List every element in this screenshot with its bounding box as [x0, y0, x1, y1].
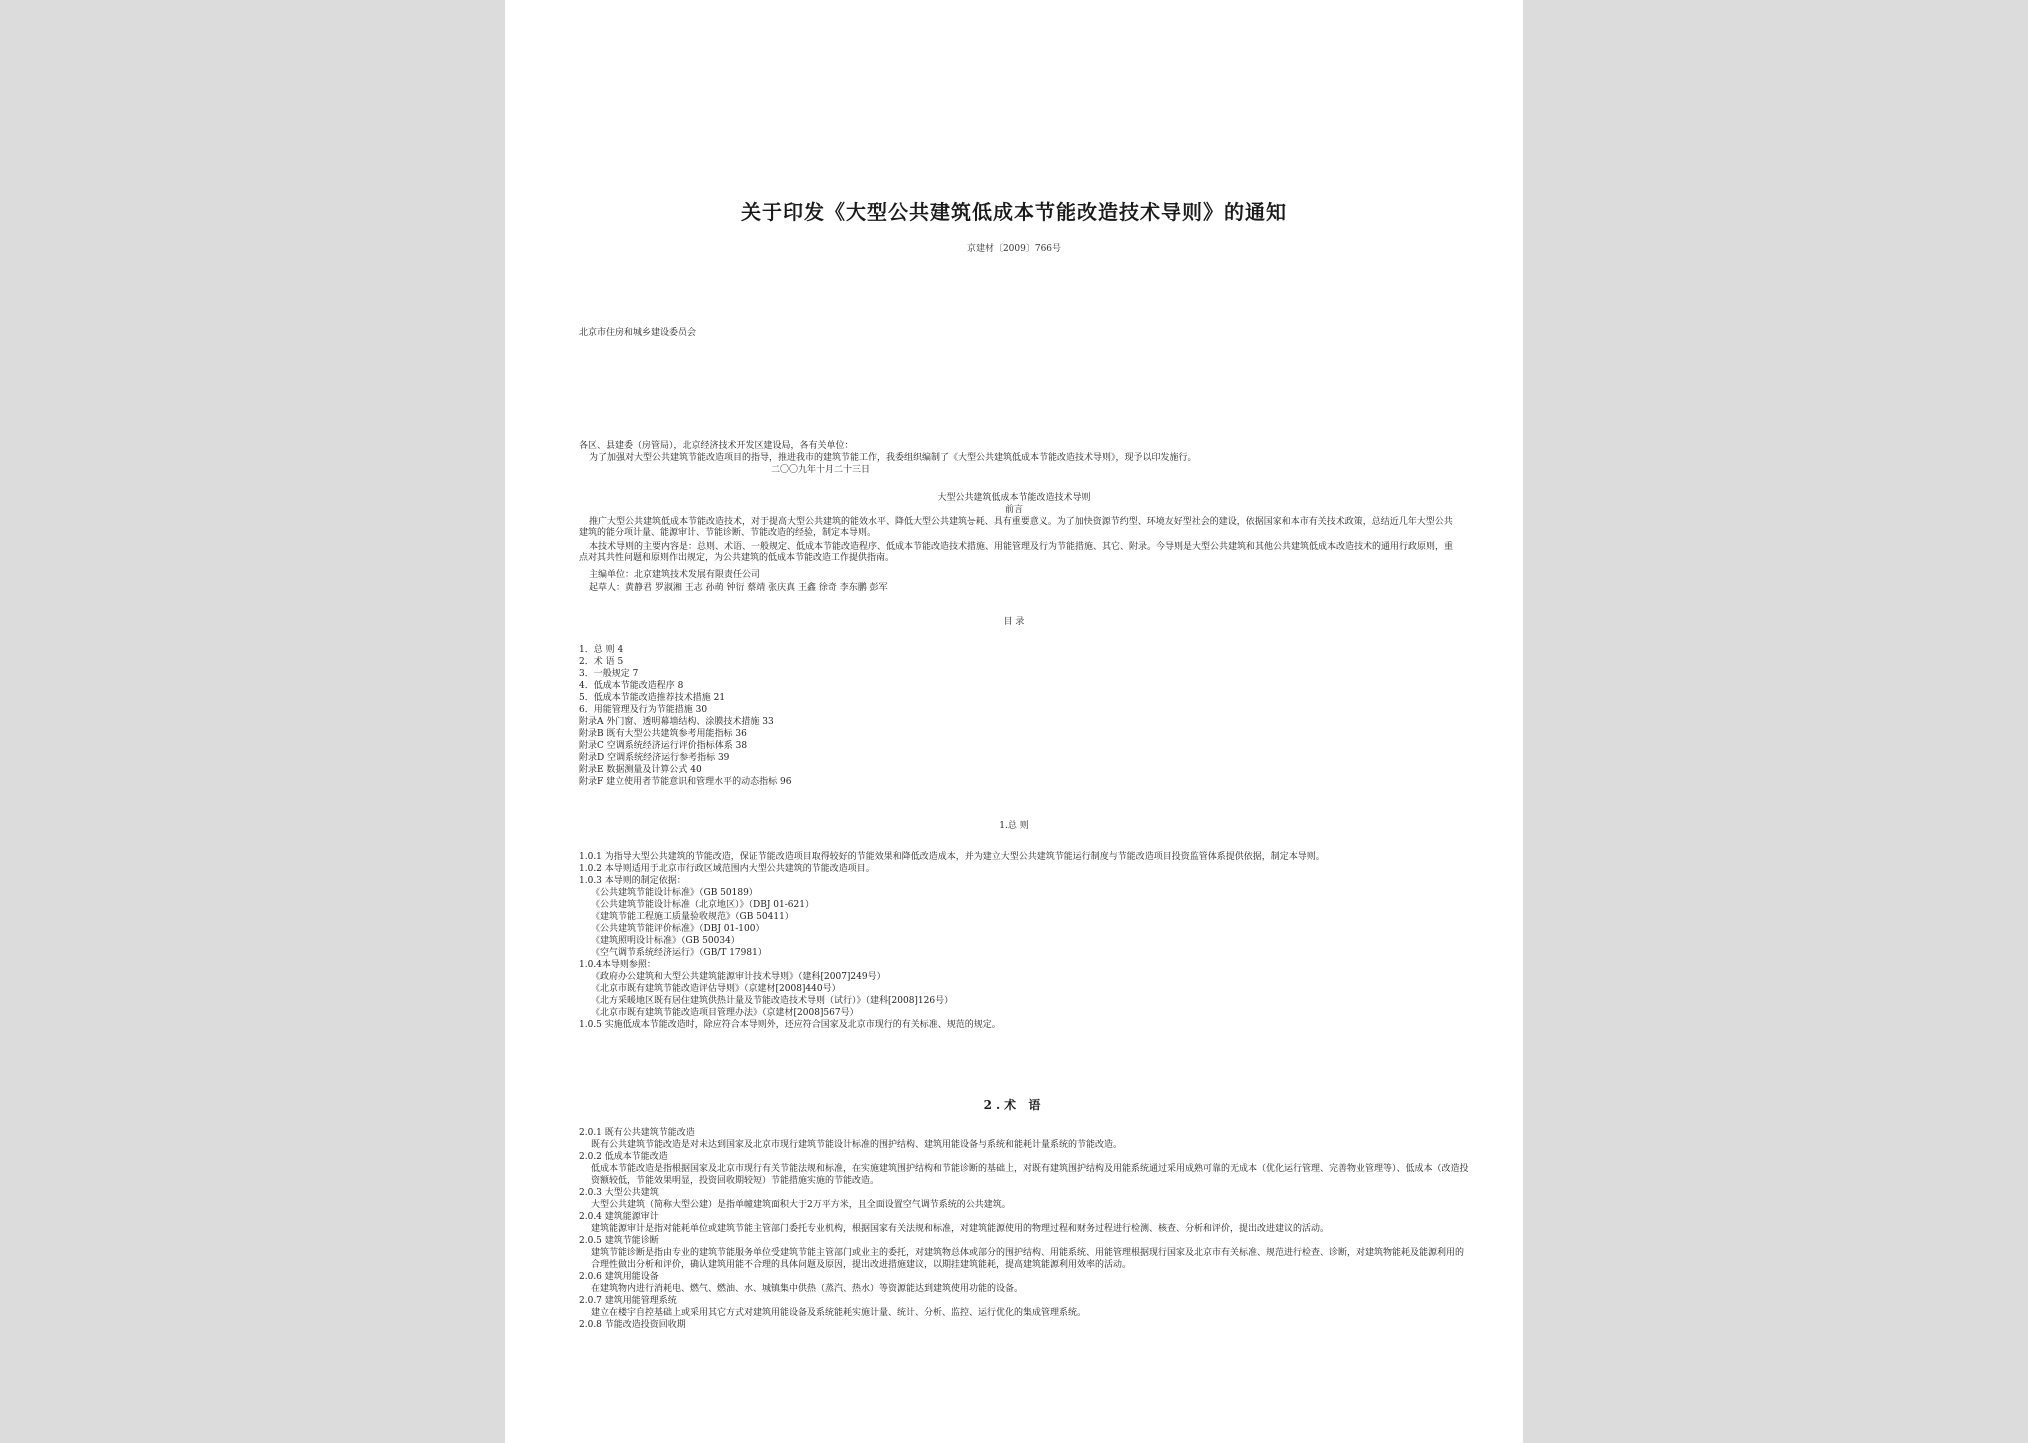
chapter2-body [579, 1127, 1469, 1331]
toc-item[interactable]: 3．一般规定 7 [579, 669, 639, 679]
toc-item[interactable]: 附录A 外门窗、透明幕墙结构、涂膜技术措施 33 [579, 717, 774, 727]
term-heading: 2.0.3 大型公共建筑 [579, 1188, 659, 1198]
term-definition: 建筑节能诊断是指由专业的建筑节能服务单位受建筑节能主管部门或业主的委托，对建筑物总体或部分的围护结构、用能系统、用能管理根据现行国家及北京市有关标准、规范进行检查、诊断，对建筑物能耗及能源利用的合理性做出分析和评价，确认建筑用能不合理的具体问题及原因，提出改进措施建议，以期挂建筑能耗，提高建筑能源利用效率的活动。 [591, 1248, 1465, 1270]
document-page [505, 0, 1523, 1443]
term-definition: 低成本节能改造是指根据国家及北京市现行有关节能法规和标准，在实施建筑围护结构和节能诊断的基础上，对既有建筑围护结构及用能系统通过采用成熟可靠的无成本（优化运行管理、完善物业管理等）、低成本（改造投资额较低，节能效果明显，投资回收期较短）节能措施实施的节能改造。 [591, 1164, 1469, 1186]
standard-reference: 《政府办公建筑和大型公共建筑能源审计技术导则》（建科[2007]249号） [591, 972, 886, 982]
term-heading: 2.0.7 建筑用能管理系统 [579, 1296, 677, 1306]
notice-date: 二〇〇九年十月二十三日 [771, 465, 871, 475]
toc-heading: 目 录 [1003, 617, 1025, 627]
toc-item[interactable]: 附录F 建立使用者节能意识和管理水平的动态指标 96 [579, 777, 792, 787]
guide-title: 大型公共建筑低成本节能改造技术导则 [937, 493, 1091, 503]
notice-recipients: 各区、县建委（房管局），北京经济技术开发区建设局，各有关单位： [579, 441, 854, 451]
term-heading: 2.0.5 建筑节能诊断 [579, 1236, 659, 1246]
guide-drafters: 起草人：黄静君 罗淑湘 王志 孙萌 钟衍 蔡靖 张庆真 王鑫 徐奇 李东鹏 彭军 [589, 583, 888, 593]
term-heading: 2.0.4 建筑能源审计 [579, 1212, 659, 1222]
toc-item[interactable]: 1．总 则 4 [579, 645, 624, 655]
clause-line: 1.0.2 本导则适用于北京市行政区域范围内大型公共建筑的节能改造项目。 [579, 864, 875, 874]
standard-reference: 《公共建筑节能评价标准》（DBJ 01-100） [591, 924, 765, 934]
term-definition: 既有公共建筑节能改造是对未达到国家及北京市现行建筑节能设计标准的围护结构、建筑用能设备与系统和能耗计量系统的节能改造。 [591, 1140, 1123, 1150]
term-definition: 大型公共建筑（简称大型公建）是指单幢建筑面积大于2万平方米，且全面设置空气调节系统的公共建筑。 [591, 1200, 1011, 1210]
standard-reference: 《北京市既有建筑节能改造项目管理办法》（京建材[2008]567号） [591, 1008, 859, 1018]
clause-line: 1.0.4本导则参照： [579, 960, 656, 970]
chapter1-heading: 1.总 则 [999, 821, 1029, 831]
foreword-heading: 前言 [1004, 505, 1023, 515]
document-number: 京建材〔2009〕766号 [966, 244, 1062, 254]
term-heading: 2.0.1 既有公共建筑节能改造 [579, 1128, 695, 1138]
toc-item[interactable]: 5．低成本节能改造推荐技术措施 21 [579, 693, 726, 703]
toc-item[interactable]: 附录B 既有大型公共建筑参考用能指标 36 [579, 729, 747, 739]
standard-reference: 《空气调节系统经济运行》（GB/T 17981） [591, 948, 767, 958]
toc-item[interactable]: 6．用能管理及行为节能措施 30 [579, 705, 708, 715]
term-heading: 2.0.6 建筑用能设备 [579, 1272, 659, 1282]
toc-item[interactable]: 4．低成本节能改造程序 8 [579, 681, 684, 691]
toc-item[interactable]: 附录C 空调系统经济运行评价指标体系 38 [579, 741, 748, 751]
chapter1-body [579, 851, 1459, 1031]
toc-item[interactable]: 2．术 语 5 [579, 657, 624, 667]
issuer: 北京市住房和城乡建设委员会 [579, 328, 697, 338]
term-definition: 在建筑物内进行消耗电、燃气、燃油、水、城镇集中供热（蒸汽、热水）等资源能达到建筑使用功能的设备。 [591, 1284, 1024, 1294]
chapter2-heading: 2.术 语 [983, 1098, 1045, 1112]
guide-editor: 主编单位：北京建筑技术发展有限责任公司 [589, 570, 761, 580]
notice-body: 为了加强对大型公共建筑节能改造项目的指导，推进我市的建筑节能工作，我委组织编制了《大型公共建筑低成本节能改造技术导则》，现予以印发施行。 [589, 453, 1197, 463]
term-heading: 2.0.2 低成本节能改造 [579, 1152, 668, 1162]
standard-reference: 《建筑照明设计标准》（GB 50034） [591, 936, 740, 946]
clause-line: 1.0.5 实施低成本节能改造时，除应符合本导则外，还应符合国家及北京市现行的有关标准、规范的规定。 [579, 1020, 1001, 1030]
term-definition: 建筑能源审计是指对能耗单位或建筑节能主管部门委托专业机构，根据国家有关法规和标准，对建筑能源使用的物理过程和财务过程进行检测、核查、分析和评价，提出改进建议的活动。 [591, 1224, 1330, 1234]
standard-reference: 《建筑节能工程施工质量验收规范》（GB 50411） [591, 912, 794, 922]
term-heading: 2.0.8 节能改造投资回收期 [579, 1320, 686, 1330]
toc-item[interactable]: 附录D 空调系统经济运行参考指标 39 [579, 753, 730, 763]
standard-reference: 《公共建筑节能设计标准》（GB 50189） [591, 888, 758, 898]
foreword-paragraph-2: 本技术导则的主要内容是：总则、术语、一般规定、低成本节能改造程序、低成本节能改造技术措施、用能管理及行为节能措施、其它、附录。今导则是大型公共建筑和其他公共建筑低成本改造技术的通用行政原则，重点对其共性问题和原则作出规定，为公共建筑的低成本节能改造工作提供指南。 [579, 542, 1454, 563]
clause-line: 1.0.1 为指导大型公共建筑的节能改造，保证节能改造项目取得较好的节能效果和降低改造成本，并为建立大型公共建筑节能运行制度与节能改造项目投资监管体系提供依据，制定本导则。 [579, 852, 1325, 862]
standard-reference: 《公共建筑节能设计标准（北京地区）》（DBJ 01-621） [591, 900, 814, 910]
document-title: 关于印发《大型公共建筑低成本节能改造技术导则》的通知 [741, 200, 1287, 224]
term-definition: 建立在楼宇自控基础上或采用其它方式对建筑用能设备及系统能耗实施计量、统计、分析、监控、运行优化的集成管理系统。 [591, 1308, 1087, 1318]
clause-line: 1.0.3 本导则的制定依据： [579, 876, 686, 886]
standard-reference: 《北方采暖地区既有居住建筑供热计量及节能改造技术导则（试行）》（建科[2008]126号） [591, 996, 954, 1006]
toc-list [579, 644, 791, 788]
toc-item[interactable]: 附录E 数据测量及计算公式 40 [579, 765, 702, 775]
standard-reference: 《北京市既有建筑节能改造评估导则》（京建材[2008]440号） [591, 984, 841, 994]
foreword-paragraph-1: 推广大型公共建筑低成本节能改造技术，对于提高大型公共建筑的能效水平、降低大型公共建筑능耗、具有重要意义。为了加快资源节约型、环境友好型社会的建设，依据国家和本市有关技术政策，总结近几年大型公共建筑的能分项计量、能源审计、节能诊断、节能改造的经验，制定本导则。 [579, 517, 1453, 538]
